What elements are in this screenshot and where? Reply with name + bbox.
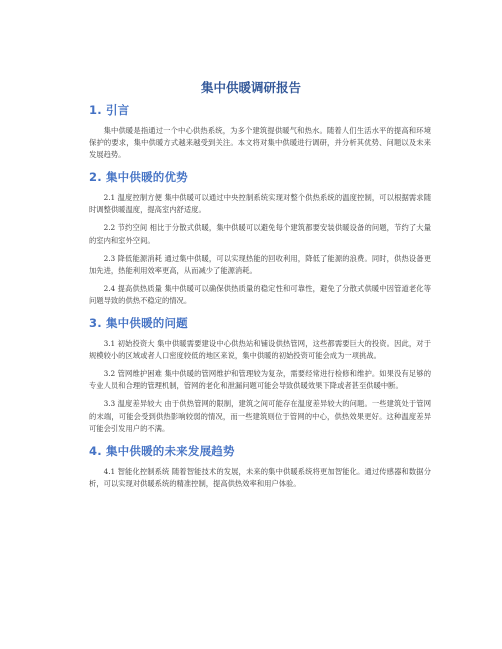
section-future-trends <box>89 444 431 490</box>
section-problems <box>89 316 431 435</box>
section-advantages <box>89 170 431 307</box>
paragraph: 集中供暖是指通过一个中心供热系统，为多个建筑提供暖气和热水。随着人们生活水平的提高和环境保护的要求，集中供暖方式越来越受到关注。本文将对集中供暖进行调研，并分析其优势、问题以及未来发展趋势。 <box>89 126 431 160</box>
paragraph: 3.3 温度差异较大 由于供热管网的限制，建筑之间可能存在温度差异较大的问题。一些建筑处于管网的末端，可能会受到供热影响较弱的情况，而一些建筑则位于管网的中心，供热效果更好。这种温度差异可能会引发用户的不满。 <box>89 399 431 433</box>
paragraph: 4.1 智能化控制系统 随着智能技术的发展，未来的集中供暖系统将更加智能化。通过传感器和数据分析，可以实现对供暖系统的精准控制，提高供热效率和用户体验。 <box>89 466 431 488</box>
document-title: 集中供暖调研报告 <box>200 80 301 95</box>
paragraph: 3.1 初始投资大 集中供暖需要建设中心供热站和铺设供热管网，这些都需要巨大的投资。因此，对于规模较小的区域或者人口密度较低的地区来说，集中供暖的初始投资可能会成为一项挑战。 <box>89 339 431 361</box>
paragraph: 2.2 节约空间 相比于分散式供暖，集中供暖可以避免每个建筑都要安装供暖设备的问题，节约了大量的室内和室外空间。 <box>89 223 431 245</box>
paragraph: 3.2 管网维护困难 集中供暖的管网维护和管理较为复杂，需要经常进行检修和维护。如果没有足够的专业人员和合理的管理机制，管网的老化和泄漏问题可能会导致供暖效果下降或者甚至供暖中断。 <box>89 369 431 391</box>
section-heading: 2. 集中供暖的优势 <box>89 170 188 185</box>
section-heading: 1. 引言 <box>89 103 130 117</box>
paragraph: 2.1 温度控制方便 集中供暖可以通过中央控制系统实现对整个供热系统的温度控制，可以根据需求随时调整供暖温度，提高室内舒适度。 <box>89 193 431 215</box>
section-heading: 4. 集中供暖的未来发展趋势 <box>89 443 235 458</box>
section-heading: 3. 集中供暖的问题 <box>89 316 188 331</box>
paragraph: 2.3 降低能源消耗 通过集中供暖，可以实现热能的回收利用，降低了能源的浪费。同时，供热设备更加先进，热能利用效率更高，从而减少了能源消耗。 <box>89 253 431 275</box>
paragraph: 2.4 提高供热质量 集中供暖可以确保供热质量的稳定性和可靠性，避免了分散式供暖中因管道老化等问题导致的供热不稳定的情况。 <box>89 283 431 305</box>
section-introduction <box>89 103 431 161</box>
document-body <box>89 103 431 490</box>
